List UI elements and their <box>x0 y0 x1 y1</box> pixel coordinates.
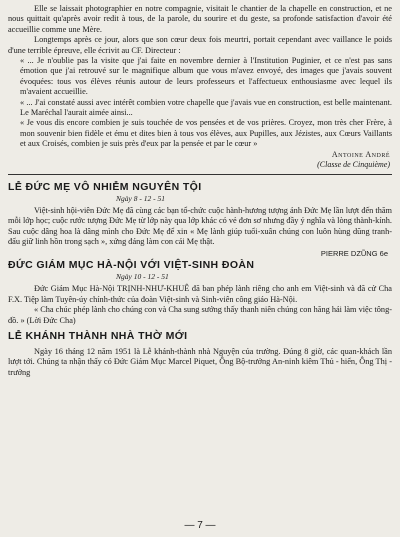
author-name: Antoine André <box>331 149 390 159</box>
section-date-bishop: Ngày 10 - 12 - 51 <box>116 272 169 282</box>
section-quote-bishop: « Cha chúc phép lành cho chúng con và Cha sung sướng thấy thanh niên chúng con hăng hái làm việc tông-đồ. » (Lời Đức Cha) <box>8 305 392 325</box>
author-signature <box>8 150 392 160</box>
section-signature-immaculate: PIERRE DZŨNG 6e <box>320 249 388 259</box>
author-class: (Classe de Cinquième) <box>317 159 390 169</box>
section-body-inauguration: Ngày 16 tháng 12 năm 1951 là Lễ khánh-thành nhà Nguyện của trường. Đúng 8 giờ, các quan-khách lần lượt tới. Chúng ta nhận thấy có Đức Giám Mục Marcel Piquet, Ông Bộ-trưởng An-ninh kiêm Thủ - hiến, Ông Thị - trưởng <box>8 346 392 377</box>
paragraph-letter-intro: Longtemps après ce jour, alors que son cœur deux fois meurtri, portait cependant avec vaillance le poids d'une terrible épreuve, elle écrivit au CF. Directeur : <box>8 35 392 55</box>
page-number: — 7 — <box>184 520 216 531</box>
letter-quote-3: « Je vous dis encore combien je suis touchée de vos pensées et de vos prières. Croyez, mon très cher Frère, à mon souvenir bien fidèle et ému et dites bien à tous vos élèves, aux Pupilles, aux Jézistes, aux Cœurs Vaillants et aux Croisés, combien je suis près d'eux par la pensée et par le cœur » <box>20 118 392 149</box>
section-title-immaculate: LỄ ĐỨC MẸ VÔ NHIỄM NGUYÊN TỘI <box>8 180 202 193</box>
section-body-bishop: Đức Giám Mục Hà-Nội TRỊNH-NHƯ-KHUÊ đã ban phép lành riêng cho anh em Việt-sinh và đã cử Cha F.X. Tiệp làm Tuyên-úy chính-thức của đoàn Việt-sinh và Sinh-viên công giáo Hà-Nội. <box>8 284 392 304</box>
section-divider <box>8 174 392 175</box>
letter-quote-1: « ... Je n'oublie pas la visite que j'ai faite en novembre dernier à l'Institution Puginier, et ce n'est pas sans émotion que j'ai retrouvé sur le magnifique album que vous m'avez envoyé, des images que j'avais souvent évoquées: tous vos élèves réunis autour de leurs professeurs et l'affectueux enthousiasme avec lequel ils m'avaient accueillie. <box>20 56 392 97</box>
section-body-immaculate: Việt-sinh hội-viên Đức Mẹ đã cùng các bạn tổ-chức cuộc hành-hương tượng ảnh Đức Mẹ lần lượt đến thăm mỗi lớp học; cuộc rước tượng Đức Mẹ từ lớp này qua lớp khác có vẻ đơn sơ nhưng đầy ý nghĩa và lòng thành-kính. Sau cuộc dâng hoa là dâng mình cho Đức Mẹ để xin « Mẹ lành giúp tuổi-xuân chúng con luôn hùng dũng tranh-đấu giữ linh hồn trong sạch », xứng đáng làm con cái Mẹ thật. <box>8 205 392 246</box>
letter-quote-2: « ... J'ai constaté aussi avec intérêt combien votre chapelle que j'avais vue en construction, est belle maintenant. Le Maréchal l'aurait aimée ainsi... <box>20 97 392 118</box>
paragraph-intro: Elle se laissait photographier en notre compagnie, visitait le chantier de la chapelle en construction, et ne nous quittait qu'après avoir redit à tous, de la parole, du sourire et du geste, sa profonde satisfaction d'avoir été accueillie comme une Mère. <box>8 4 392 34</box>
section-date-immaculate: Ngày 8 - 12 - 51 <box>116 193 165 203</box>
section-title-bishop: ĐỨC GIÁM MỤC HÀ-NỘI VỚI VIỆT-SINH ĐOÀN <box>8 259 255 272</box>
section-title-inauguration: LỄ KHÁNH THÀNH NHÀ THỜ MỚI <box>8 329 188 342</box>
